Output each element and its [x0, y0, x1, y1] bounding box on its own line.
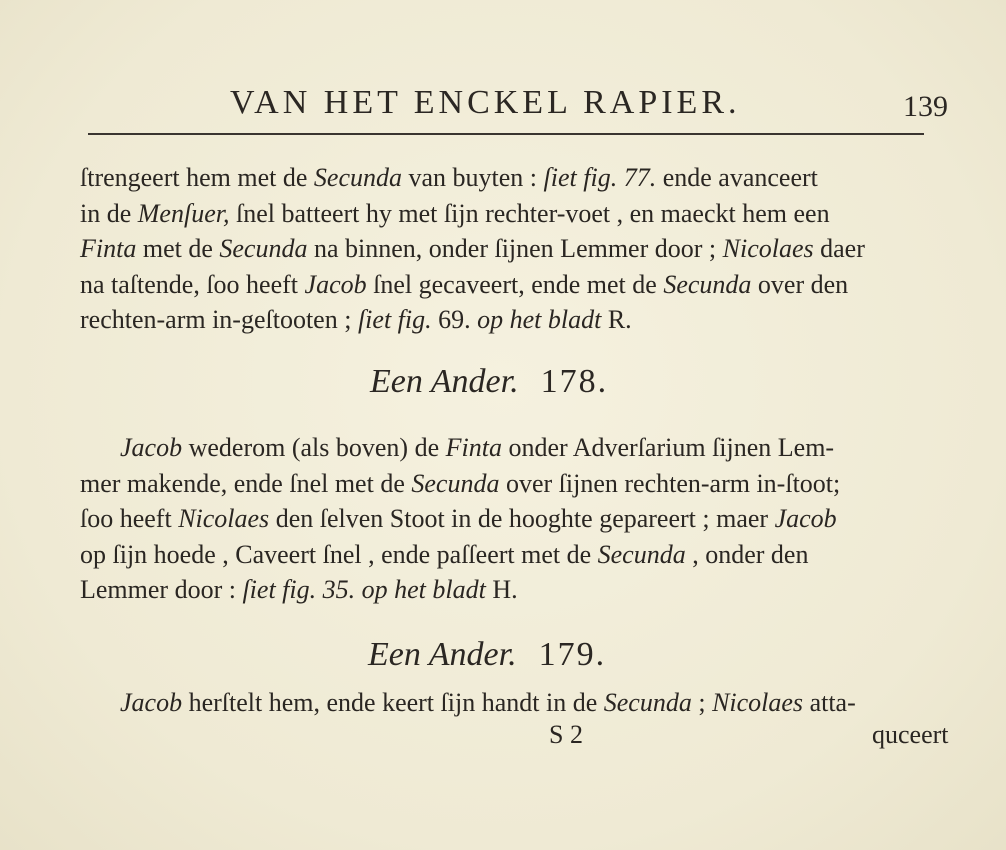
roman-text: daer — [813, 234, 865, 263]
text-line — [80, 572, 960, 608]
italic-text: Jacob — [774, 504, 837, 533]
header-rule — [88, 133, 924, 135]
roman-text: na binnen, onder ſijnen Lemmer door ; — [307, 234, 723, 263]
italic-text: Secunda — [411, 468, 500, 498]
section-heading-number: 179. — [538, 636, 607, 673]
italic-text: Secunda — [663, 269, 752, 299]
paragraph-1 — [80, 160, 960, 338]
italic-text: ſiet fig. 35. op het bladt — [242, 575, 486, 604]
roman-text: ſnel batteert hy met ſijn rechter-voet , en maeckt hem een — [229, 198, 830, 228]
roman-text: wederom (als boven) de — [182, 433, 446, 462]
text-line — [80, 685, 960, 721]
roman-text: ; — [691, 688, 713, 717]
roman-text: R. — [601, 305, 632, 334]
italic-text: ſiet fig. — [357, 305, 432, 334]
italic-text: op het bladt — [477, 305, 602, 334]
signature-mark: S 2 — [549, 720, 583, 749]
italic-text: ſiet fig. 77. — [543, 163, 657, 192]
section-heading-178 — [370, 363, 608, 401]
italic-text: Secunda — [597, 539, 686, 569]
italic-text: Jacob — [120, 688, 183, 717]
roman-text: van buyten : — [402, 163, 544, 192]
roman-text: ſoo heeft — [80, 504, 179, 533]
roman-text: in de — [80, 198, 138, 228]
section-heading-number: 178. — [540, 363, 609, 400]
roman-text: Lemmer door : — [80, 575, 243, 604]
text-line — [80, 302, 960, 338]
catchword: quceert — [872, 720, 949, 749]
roman-text: over ſijnen rechten-arm in-ſtoot; — [499, 468, 841, 498]
roman-text: over den — [751, 269, 849, 299]
page-number: 139 — [903, 90, 948, 123]
text-line — [80, 501, 960, 537]
text-line — [80, 430, 960, 466]
text-line — [80, 466, 960, 502]
roman-text: H. — [485, 575, 518, 604]
roman-text: ende avanceert — [656, 163, 818, 192]
italic-text: Nicolaes — [178, 504, 270, 533]
roman-text: atta- — [803, 688, 856, 717]
roman-text: mer makende, ende ſnel met de — [80, 468, 412, 498]
italic-text: Nicolaes — [712, 688, 804, 717]
roman-text: onder Adverſarium ſijnen Lem- — [501, 433, 835, 462]
roman-text: 69. — [431, 305, 478, 334]
roman-text: met de — [136, 234, 220, 263]
section-heading-title: Een Ander. — [370, 363, 519, 400]
section-heading-179 — [368, 636, 606, 674]
text-line — [80, 196, 960, 232]
paragraph-2 — [80, 430, 960, 608]
roman-text: den ſelven Stoot in de hooghte gepareert ; maer — [269, 504, 775, 533]
italic-text: Finta — [80, 234, 137, 263]
roman-text: ſnel gecaveert, ende met de — [366, 269, 664, 299]
running-header: VAN HET ENCKEL RAPIER. — [230, 84, 741, 121]
italic-text: Jacob — [304, 269, 367, 299]
italic-text: Nicolaes — [722, 234, 814, 263]
section-heading-title: Een Ander. — [368, 636, 517, 673]
roman-text: , onder den — [685, 539, 809, 569]
text-line — [80, 231, 960, 267]
italic-text: Secunda — [603, 688, 692, 717]
paragraph-3 — [80, 685, 960, 721]
italic-text: Finta — [445, 433, 502, 462]
text-line — [80, 267, 960, 303]
italic-text: Secunda — [313, 163, 402, 192]
italic-text: Jacob — [120, 433, 183, 462]
italic-text: Secunda — [219, 234, 308, 263]
roman-text: ſtrengeert hem met de — [80, 163, 314, 192]
roman-text: na taſtende, ſoo heeft — [80, 269, 305, 299]
roman-text: rechten-arm in-geſtooten ; — [80, 305, 358, 334]
roman-text: herſtelt hem, ende keert ſijn handt in de — [182, 688, 604, 717]
text-line — [80, 537, 960, 573]
text-line — [80, 160, 960, 196]
roman-text: op ſijn hoede , Caveert ſnel , ende paſſeert met de — [80, 539, 598, 569]
italic-text: Menſuer, — [137, 198, 230, 228]
